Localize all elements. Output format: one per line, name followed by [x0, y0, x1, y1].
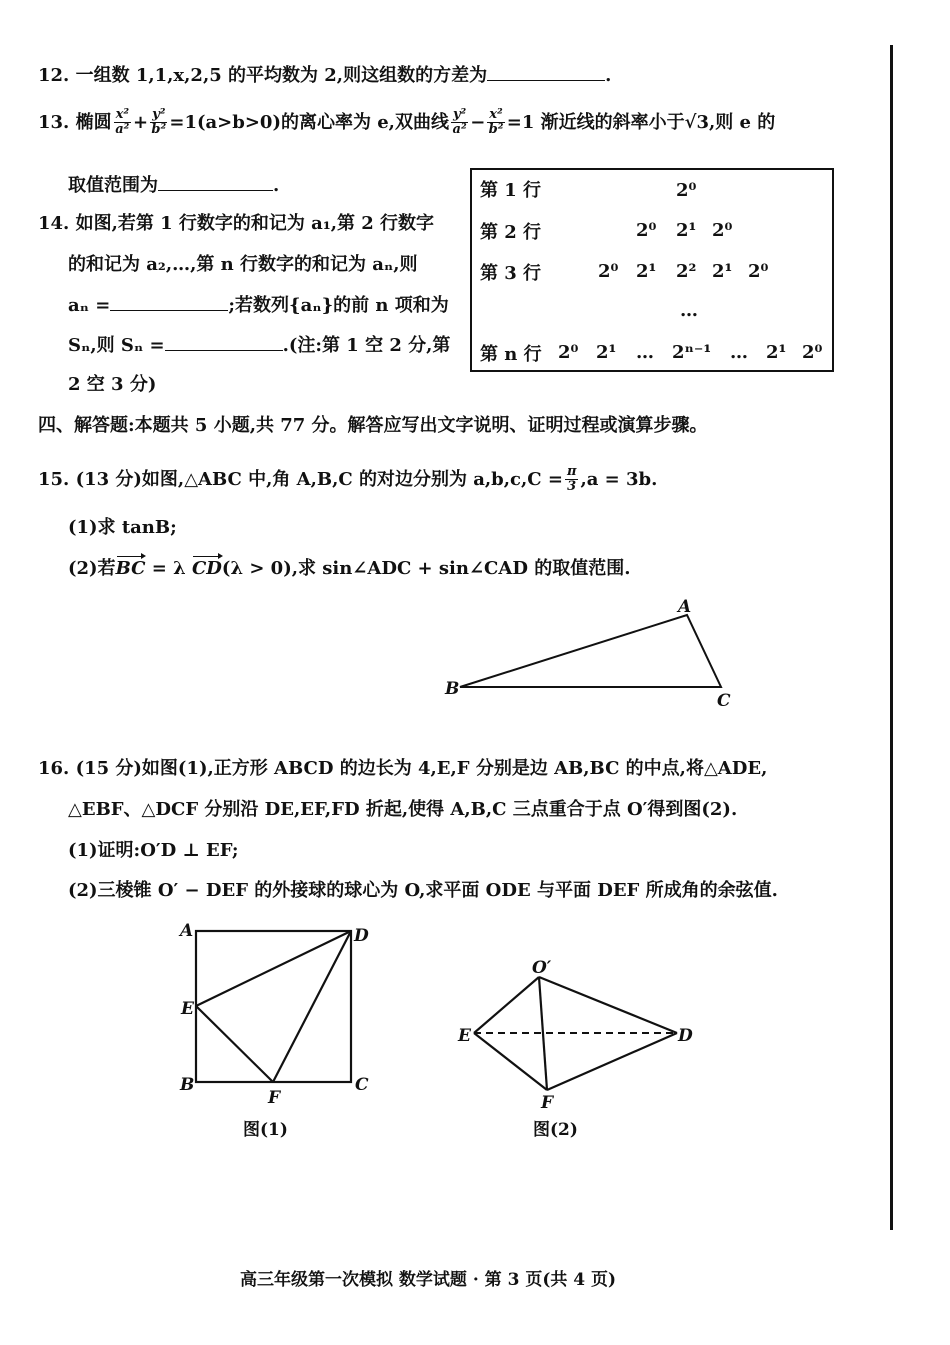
question-14-line1: 14. 如图,若第 1 行数字的和记为 a₁,第 2 行数字	[38, 213, 435, 234]
label-b: B	[445, 679, 460, 699]
question-15: 15. (13 分)如图,△ABC 中,角 A,B,C 的对边分别为 a,b,c,C = $\frac{\pi}{3}$ ,a = 3b.	[38, 464, 658, 495]
table-cell: 2⁰	[802, 342, 823, 363]
question-14-line5: 2 空 3 分)	[68, 374, 157, 395]
segment-ef	[474, 1033, 547, 1090]
fraction: $\frac{\text{x²}}{\text{a²}}$	[115, 107, 130, 138]
question-13-line2: 取值范围为 .	[68, 175, 280, 196]
table-cell: 2¹	[676, 220, 697, 241]
question-14-line2: 的和记为 a₂,…,第 n 行数字的和记为 aₙ,则	[68, 254, 418, 275]
question-13: 13. 椭圆 $\frac{\text{x²}}{\text{a²}}$ + $\frac{\text{y²}}{\text{b²}}$ =1(a>b>0)的离心率为 e,双曲线 $\frac{\text{y²}}{\text{a²}}$ − $\frac{\text{x²}}{\text{b²}}$ =1 渐近线的斜率小于√3,则 e 的	[38, 107, 776, 138]
question-16-part1: (1)证明:O′D ⊥ EF;	[68, 840, 239, 861]
segment-od	[539, 977, 677, 1033]
table-cell: 2⁰	[712, 220, 733, 241]
label-e: E	[458, 1026, 471, 1046]
label-c: C	[355, 1075, 369, 1095]
table-cell: 2⁰	[748, 261, 769, 282]
question-12: 12. 一组数 1,1,x,2,5 的平均数为 2,则这组数的方差为 .	[38, 65, 612, 86]
question-16-line1: 16. (15 分)如图(1),正方形 ABCD 的边长为 4,E,F 分别是边 AB,BC 的中点,将△ADE,	[38, 758, 768, 779]
segment-fd	[547, 1033, 677, 1090]
label-d: D	[354, 926, 369, 946]
label-a: A	[180, 921, 194, 941]
table-cell: …	[636, 342, 654, 363]
question-16-part2: (2)三棱锥 O′ − DEF 的外接球的球心为 O,求平面 ODE 与平面 DEF 所成角的余弦值.	[68, 880, 778, 901]
label-c: C	[717, 691, 731, 711]
label-a: A	[678, 597, 692, 617]
label-d: D	[678, 1026, 693, 1046]
row-label: 第 2 行	[480, 222, 542, 243]
table-cell: 2²	[676, 261, 697, 282]
table-cell: 2¹	[636, 261, 657, 282]
fraction: $\frac{\text{y²}}{\text{b²}}$	[151, 107, 167, 138]
page-footer: 高三年级第一次模拟 数学试题 · 第 3 页(共 4 页)	[240, 1270, 617, 1290]
table-cell: 2⁰	[598, 261, 619, 282]
segment-eo	[474, 977, 539, 1033]
question-14-line4: Sₙ,则 Sₙ = .(注:第 1 空 2 分,第	[68, 335, 451, 356]
table-cell: …	[680, 300, 698, 321]
figure-1-caption: 图(1)	[243, 1120, 288, 1140]
table-cell: 2ⁿ⁻¹	[672, 342, 712, 363]
table-cell: 2⁰	[676, 180, 697, 201]
table-cell: 2¹	[596, 342, 617, 363]
question-16-line2: △EBF、△DCF 分别沿 DE,EF,FD 折起,使得 A,B,C 三点重合于点 O′得到图(2).	[68, 799, 738, 820]
label-f: F	[268, 1088, 281, 1108]
label-f: F	[541, 1093, 554, 1113]
question-15-part2: (2)若BC = λ CD(λ > 0),求 sin∠ADC + sin∠CAD 的取值范围.	[68, 558, 631, 579]
fraction: $\frac{\text{y²}}{\text{a²}}$	[452, 107, 467, 138]
question-14-line3: aₙ = ;若数列{aₙ}的前 n 项和为	[68, 295, 449, 316]
label-e: E	[181, 999, 194, 1019]
label-b: B	[180, 1075, 195, 1095]
figure-2-caption: 图(2)	[533, 1120, 578, 1140]
table-cell: 2¹	[712, 261, 733, 282]
fraction: $\frac{\text{x²}}{\text{b²}}$	[488, 107, 504, 138]
table-cell: 2⁰	[636, 220, 657, 241]
table-cell: 2⁰	[558, 342, 579, 363]
table-cell: 2¹	[766, 342, 787, 363]
question-15-part1: (1)求 tanB;	[68, 517, 177, 538]
row-label: 第 3 行	[480, 263, 542, 284]
row-label: 第 n 行	[480, 344, 542, 365]
section-heading: 四、解答题:本题共 5 小题,共 77 分。解答应写出文字说明、证明过程或演算步骤。	[38, 415, 708, 436]
fraction: $\frac{\pi}{3}$	[566, 464, 577, 495]
row-label: 第 1 行	[480, 180, 542, 201]
table-cell: …	[730, 342, 748, 363]
label-o-prime: O′	[532, 958, 552, 978]
